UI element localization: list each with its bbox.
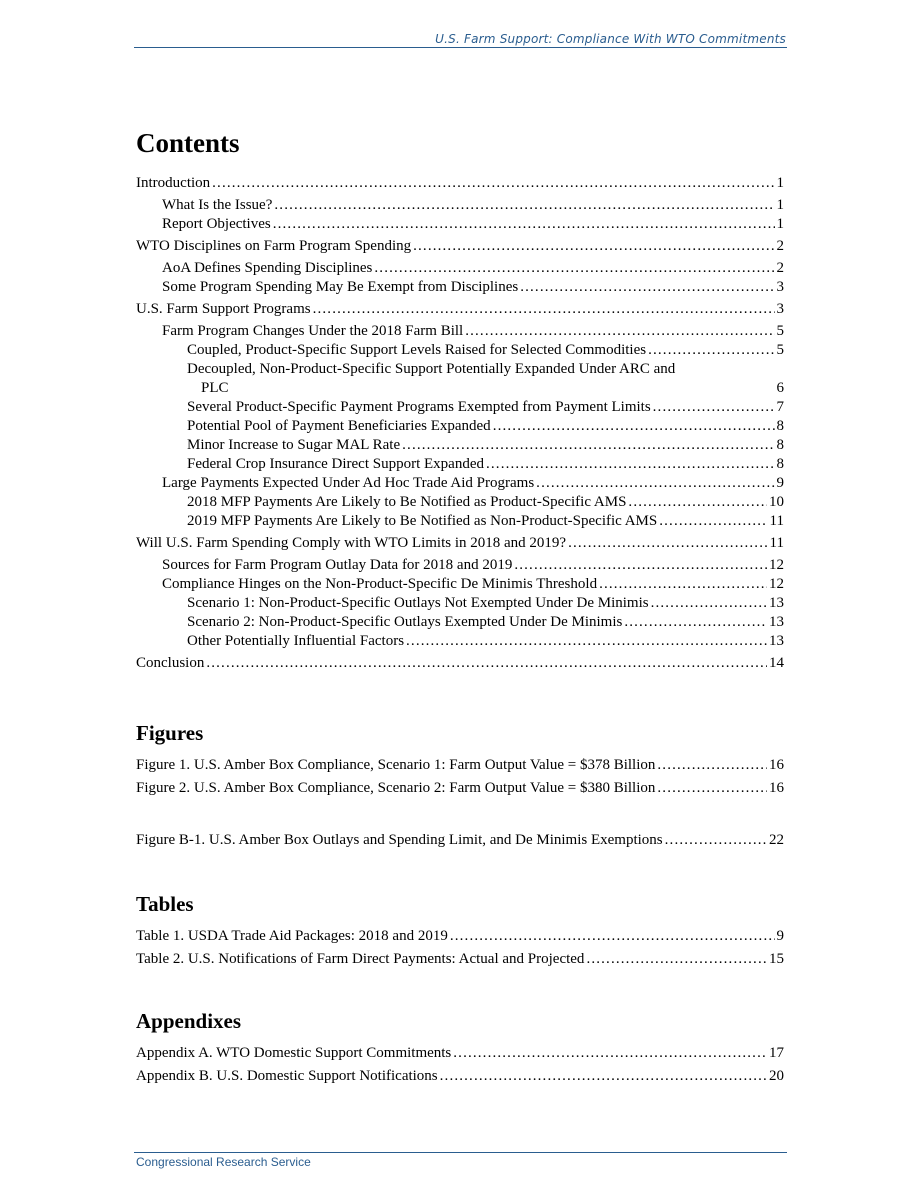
leader-dots bbox=[453, 1044, 767, 1063]
toc-entry-introduction[interactable] bbox=[136, 174, 784, 193]
toc-entry-label: What Is the Issue? bbox=[162, 197, 273, 213]
toc-entry-label: Sources for Farm Program Outlay Data for 2018 and 2019 bbox=[162, 557, 513, 573]
toc-entry-label: Conclusion bbox=[136, 655, 205, 671]
toc-content bbox=[136, 126, 784, 1086]
appendix-entry-b[interactable] bbox=[136, 1067, 784, 1086]
toc-entry-label: Figure B-1. U.S. Amber Box Outlays and Spending Limit, and De Minimis Exemptions bbox=[136, 832, 663, 848]
toc-entry-2019-mfp[interactable] bbox=[136, 512, 784, 531]
leader-dots bbox=[413, 237, 774, 256]
appendixes-list bbox=[136, 1044, 784, 1086]
appendix-entry-a[interactable] bbox=[136, 1044, 784, 1063]
toc-entry-scenario-2[interactable] bbox=[136, 613, 784, 632]
toc-entry-label: Table 1. USDA Trade Aid Packages: 2018 and 2019 bbox=[136, 928, 448, 944]
toc-entry-label: Potential Pool of Payment Beneficiaries Expanded bbox=[187, 418, 491, 434]
toc-entry-outlay-data-sources[interactable] bbox=[136, 556, 784, 575]
toc-entry-page: 22 bbox=[769, 832, 784, 848]
toc-entry-page: 8 bbox=[776, 456, 784, 472]
figure-entry-1[interactable] bbox=[136, 756, 784, 775]
toc-entry-page: 13 bbox=[769, 614, 784, 630]
toc-entry-label: WTO Disciplines on Farm Program Spending bbox=[136, 238, 412, 254]
toc-entry-page: 16 bbox=[769, 780, 784, 796]
toc-entry-other-factors[interactable] bbox=[136, 632, 784, 651]
toc-entry-crop-insurance[interactable] bbox=[136, 455, 784, 474]
toc-entry-label: Other Potentially Influential Factors bbox=[187, 633, 405, 649]
toc-entry-label: Coupled, Product-Specific Support Levels Raised for Selected Commodities bbox=[187, 342, 647, 358]
leader-dots bbox=[651, 594, 767, 613]
toc-entry-conclusion[interactable] bbox=[136, 654, 784, 673]
leader-dots bbox=[657, 779, 767, 798]
contents-heading: Contents bbox=[136, 128, 240, 158]
table-entry-1[interactable] bbox=[136, 927, 784, 946]
leader-dots bbox=[493, 417, 775, 436]
leader-dots bbox=[514, 556, 767, 575]
table-entry-2[interactable] bbox=[136, 950, 784, 969]
toc-entry-scenario-1[interactable] bbox=[136, 594, 784, 613]
toc-entry-label: Scenario 2: Non-Product-Specific Outlays Exempted Under De Minimis bbox=[187, 614, 623, 630]
leader-dots bbox=[206, 654, 767, 673]
toc-entry-decoupled-support[interactable] bbox=[136, 360, 784, 398]
leader-dots bbox=[374, 259, 774, 278]
toc-entry-aoa-defines[interactable] bbox=[136, 259, 784, 278]
toc-entry-payment-limits[interactable] bbox=[136, 398, 784, 417]
toc-entry-label: 2019 MFP Payments Are Likely to Be Notified as Non-Product-Specific AMS bbox=[187, 513, 658, 529]
leader-dots bbox=[274, 196, 774, 215]
toc-entry-page: 17 bbox=[769, 1045, 784, 1061]
toc-entry-page: 1 bbox=[776, 216, 784, 232]
toc-entry-will-comply[interactable] bbox=[136, 534, 784, 553]
toc-entry-2018-mfp[interactable] bbox=[136, 493, 784, 512]
toc-entry-wto-disciplines[interactable] bbox=[136, 237, 784, 256]
toc-entry-page: 8 bbox=[776, 418, 784, 434]
toc-entry-page: 2 bbox=[776, 260, 784, 276]
toc-entry-label: AoA Defines Spending Disciplines bbox=[162, 260, 373, 276]
leader-dots bbox=[450, 927, 775, 946]
toc-entry-label: Will U.S. Farm Spending Comply with WTO Limits in 2018 and 2019? bbox=[136, 535, 567, 551]
toc-entry-page: 9 bbox=[776, 475, 784, 491]
toc-entry-page: 5 bbox=[776, 323, 784, 339]
toc-entry-label: 2018 MFP Payments Are Likely to Be Notified as Product-Specific AMS bbox=[187, 494, 627, 510]
toc-entry-label: Farm Program Changes Under the 2018 Farm Bill bbox=[162, 323, 464, 339]
leader-dots bbox=[665, 831, 767, 850]
toc-entry-label: Introduction bbox=[136, 175, 211, 191]
leader-dots bbox=[402, 436, 774, 455]
footer-publisher: Congressional Research Service bbox=[136, 1155, 311, 1169]
leader-dots bbox=[653, 398, 775, 417]
toc-entry-some-program-spending[interactable] bbox=[136, 278, 784, 297]
leader-dots bbox=[657, 756, 767, 775]
appendixes-heading: Appendixes bbox=[136, 1009, 242, 1033]
toc-entry-coupled-support[interactable] bbox=[136, 341, 784, 360]
toc-entry-page: 3 bbox=[776, 301, 784, 317]
leader-dots bbox=[486, 455, 775, 474]
toc-entry-label: U.S. Farm Support Programs bbox=[136, 301, 311, 317]
leader-dots bbox=[406, 632, 767, 651]
toc-entry-page: 1 bbox=[776, 197, 784, 213]
toc-entry-beneficiaries[interactable] bbox=[136, 417, 784, 436]
leader-dots bbox=[628, 493, 767, 512]
toc-entry-label: Figure 1. U.S. Amber Box Compliance, Scenario 1: Farm Output Value = $378 Billion bbox=[136, 757, 656, 773]
toc-entry-label-line2: PLC bbox=[201, 380, 229, 396]
toc-entry-label: Compliance Hinges on the Non-Product-Specific De Minimis Threshold bbox=[162, 576, 598, 592]
toc-entry-page: 14 bbox=[769, 655, 784, 671]
toc-entry-page: 6 bbox=[776, 380, 784, 396]
leader-dots bbox=[599, 575, 767, 594]
toc-entry-label: Some Program Spending May Be Exempt from Disciplines bbox=[162, 279, 519, 295]
toc-entry-what-is-the-issue[interactable] bbox=[136, 196, 784, 215]
toc-entry-page: 13 bbox=[769, 633, 784, 649]
toc-entry-page: 3 bbox=[776, 279, 784, 295]
toc-entry-label: Report Objectives bbox=[162, 216, 271, 232]
toc-entry-compliance-hinges[interactable] bbox=[136, 575, 784, 594]
toc-entry-trade-aid[interactable] bbox=[136, 474, 784, 493]
toc-entry-farm-program-changes[interactable] bbox=[136, 322, 784, 341]
toc-entry-label: Several Product-Specific Payment Programs Exempted from Payment Limits bbox=[187, 399, 651, 415]
footer-rule bbox=[134, 1152, 787, 1153]
toc-entry-page: 16 bbox=[769, 757, 784, 773]
leader-dots bbox=[273, 215, 775, 234]
toc-entry-page: 20 bbox=[769, 1068, 784, 1084]
toc-entry-page: 11 bbox=[769, 535, 784, 551]
toc-entry-label: Minor Increase to Sugar MAL Rate bbox=[187, 437, 401, 453]
toc-entry-label: Appendix A. WTO Domestic Support Commitments bbox=[136, 1045, 452, 1061]
toc-entry-page: 12 bbox=[769, 557, 784, 573]
toc-entry-page: 2 bbox=[776, 238, 784, 254]
toc-entry-us-farm-support-programs[interactable] bbox=[136, 300, 784, 319]
toc-entry-page: 8 bbox=[776, 437, 784, 453]
leader-dots bbox=[465, 322, 774, 341]
toc-entry-label: Federal Crop Insurance Direct Support Expanded bbox=[187, 456, 484, 472]
leader-dots bbox=[440, 1067, 767, 1086]
leader-dots bbox=[520, 278, 774, 297]
tables-heading: Tables bbox=[136, 892, 194, 916]
toc-entry-page: 12 bbox=[769, 576, 784, 592]
toc-entry-page: 5 bbox=[776, 342, 784, 358]
toc-entry-label: Scenario 1: Non-Product-Specific Outlays Not Exempted Under De Minimis bbox=[187, 595, 649, 611]
toc-entry-label-line1: Decoupled, Non-Product-Specific Support Potentially Expanded Under ARC and bbox=[187, 361, 676, 377]
toc-entry-label: Appendix B. U.S. Domestic Support Notifications bbox=[136, 1068, 438, 1084]
toc-entry-label: Figure 2. U.S. Amber Box Compliance, Scenario 2: Farm Output Value = $380 Billion bbox=[136, 780, 656, 796]
toc-entry-page: 7 bbox=[776, 399, 784, 415]
toc-entry-report-objectives[interactable] bbox=[136, 215, 784, 234]
figure-entry-b1[interactable] bbox=[136, 831, 784, 850]
leader-dots bbox=[212, 174, 774, 193]
figures-list bbox=[136, 756, 784, 850]
toc-entry-page: 10 bbox=[769, 494, 784, 510]
leader-dots bbox=[313, 300, 775, 319]
leader-dots bbox=[568, 534, 767, 553]
leader-dots bbox=[536, 474, 774, 493]
tables-list bbox=[136, 927, 784, 969]
toc-entry-page: 9 bbox=[776, 928, 784, 944]
running-header-title: U.S. Farm Support: Compliance With WTO Commitments bbox=[435, 32, 786, 46]
leader-dots bbox=[648, 341, 774, 360]
toc-entry-label: Large Payments Expected Under Ad Hoc Trade Aid Programs bbox=[162, 475, 535, 491]
toc-entry-page: 15 bbox=[769, 951, 784, 967]
header-rule bbox=[134, 47, 787, 48]
toc-entry-label: Table 2. U.S. Notifications of Farm Direct Payments: Actual and Projected bbox=[136, 951, 585, 967]
toc-entry-sugar-mal[interactable] bbox=[136, 436, 784, 455]
leader-dots bbox=[659, 512, 767, 531]
contents-list bbox=[136, 174, 784, 673]
toc-entry-page: 13 bbox=[769, 595, 784, 611]
figure-entry-2[interactable] bbox=[136, 779, 784, 798]
toc-entry-page: 1 bbox=[776, 175, 784, 191]
figures-heading: Figures bbox=[136, 721, 204, 745]
leader-dots bbox=[624, 613, 767, 632]
leader-dots bbox=[586, 950, 767, 969]
toc-entry-page: 11 bbox=[769, 513, 784, 529]
